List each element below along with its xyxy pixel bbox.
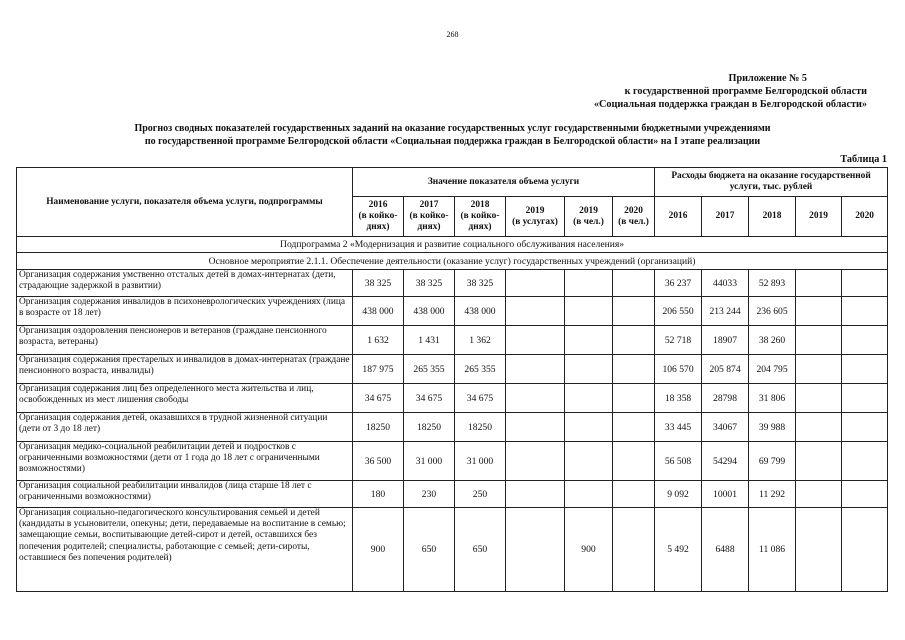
volume-value-cell: 38 325 — [455, 270, 506, 297]
budget-value-cell: 69 799 — [749, 442, 796, 481]
header-budget-group: Расходы бюджета на оказание государственной услуги, тыс. рублей — [655, 168, 888, 197]
table-row — [17, 270, 888, 297]
volume-value-cell: 18250 — [353, 413, 404, 442]
header-volume-col: 2018 (в койко-днях) — [455, 197, 506, 237]
budget-value-cell: 18907 — [702, 326, 749, 355]
header-budget-col: 2019 — [796, 197, 842, 237]
volume-value-cell: 187 975 — [353, 355, 404, 384]
budget-value-cell — [842, 270, 888, 297]
budget-value-cell: 236 605 — [749, 297, 796, 326]
volume-value-cell: 650 — [404, 508, 455, 592]
volume-value-cell: 438 000 — [404, 297, 455, 326]
title-line-2: по государственной программе Белгородской области «Социальная поддержка граждан в Белгородской области» на I этапе реализации — [144, 136, 761, 147]
volume-value-cell — [613, 442, 655, 481]
budget-value-cell — [842, 442, 888, 481]
header-name-col: Наименование услуги, показателя объема услуги, подпрограммы — [17, 168, 353, 237]
budget-value-cell: 36 237 — [655, 270, 702, 297]
volume-value-cell: 31 000 — [404, 442, 455, 481]
volume-value-cell: 230 — [404, 481, 455, 508]
budget-value-cell — [796, 355, 842, 384]
budget-value-cell: 11 292 — [749, 481, 796, 508]
volume-value-cell — [613, 297, 655, 326]
volume-value-cell — [565, 384, 613, 413]
volume-value-cell: 1 632 — [353, 326, 404, 355]
service-name-cell: Организация социально-педагогического консультирования семьей и детей (кандидаты в усыновители, опекуны; дети, передаваемые на воспитание в семью; замещающие семьи, воспитывающие детей-сирот и детей, оставшихся без попечения родителей; специалисты, работающие с семьей; дети-сироты, оставшиеся без попечения родителей) — [17, 508, 353, 592]
budget-value-cell — [842, 297, 888, 326]
budget-value-cell: 213 244 — [702, 297, 749, 326]
budget-value-cell — [796, 270, 842, 297]
volume-value-cell — [565, 326, 613, 355]
table-row — [17, 481, 888, 508]
header-volume-group: Значение показателя объема услуги — [353, 168, 655, 197]
volume-value-cell — [506, 297, 565, 326]
budget-value-cell — [842, 481, 888, 508]
table-row — [17, 326, 888, 355]
budget-value-cell — [796, 442, 842, 481]
volume-value-cell: 265 355 — [455, 355, 506, 384]
volume-value-cell — [613, 508, 655, 592]
table-row — [17, 508, 888, 592]
budget-value-cell — [796, 384, 842, 413]
budget-value-cell — [842, 508, 888, 592]
volume-value-cell — [565, 442, 613, 481]
volume-value-cell: 265 355 — [404, 355, 455, 384]
volume-value-cell: 650 — [455, 508, 506, 592]
volume-value-cell: 1 362 — [455, 326, 506, 355]
budget-value-cell — [842, 326, 888, 355]
volume-value-cell — [613, 384, 655, 413]
budget-value-cell: 18 358 — [655, 384, 702, 413]
volume-value-cell — [613, 326, 655, 355]
volume-value-cell — [506, 355, 565, 384]
appendix-program-name: «Социальная поддержка граждан в Белгородской области» — [593, 99, 867, 110]
volume-value-cell: 31 000 — [455, 442, 506, 481]
header-budget-col: 2018 — [749, 197, 796, 237]
volume-value-cell: 38 325 — [404, 270, 455, 297]
volume-value-cell — [565, 355, 613, 384]
volume-value-cell: 438 000 — [353, 297, 404, 326]
document-title — [0, 122, 905, 148]
volume-value-cell — [613, 413, 655, 442]
volume-value-cell: 34 675 — [455, 384, 506, 413]
budget-value-cell — [842, 355, 888, 384]
budget-value-cell — [796, 326, 842, 355]
volume-value-cell — [565, 297, 613, 326]
budget-value-cell: 206 550 — [655, 297, 702, 326]
subprogram-row: Подпрограмма 2 «Модернизация и развитие социального обслуживания населения» — [17, 237, 888, 253]
header-volume-col: 2016 (в койко-днях) — [353, 197, 404, 237]
budget-value-cell: 10001 — [702, 481, 749, 508]
budget-value-cell: 11 086 — [749, 508, 796, 592]
header-budget-col: 2017 — [702, 197, 749, 237]
volume-value-cell — [565, 481, 613, 508]
volume-value-cell — [565, 413, 613, 442]
header-volume-col: 2020 (в чел.) — [613, 197, 655, 237]
header-budget-col: 2016 — [655, 197, 702, 237]
volume-value-cell — [506, 384, 565, 413]
header-volume-col: 2019 (в услугах) — [506, 197, 565, 237]
budget-value-cell — [796, 508, 842, 592]
volume-value-cell: 38 325 — [353, 270, 404, 297]
volume-value-cell — [613, 355, 655, 384]
budget-value-cell — [842, 384, 888, 413]
budget-value-cell: 34067 — [702, 413, 749, 442]
budget-value-cell: 33 445 — [655, 413, 702, 442]
service-name-cell: Организация содержания умственно отсталых детей в домах-интернатах (дети, страдающие задержкой в развитии) — [17, 270, 353, 297]
volume-value-cell: 250 — [455, 481, 506, 508]
table-row — [17, 355, 888, 384]
volume-value-cell: 1 431 — [404, 326, 455, 355]
appendix-block — [594, 72, 867, 111]
volume-value-cell: 18250 — [404, 413, 455, 442]
budget-value-cell: 9 092 — [655, 481, 702, 508]
service-name-cell: Организация медико-социальной реабилитации детей и подростков с ограниченными возможностями (дети от 1 года до 18 лет с ограниченными возможностями) — [17, 442, 353, 481]
table-label: Таблица 1 — [840, 154, 887, 165]
volume-value-cell: 34 675 — [353, 384, 404, 413]
volume-value-cell — [506, 481, 565, 508]
budget-value-cell: 54294 — [702, 442, 749, 481]
header-budget-col: 2020 — [842, 197, 888, 237]
service-name-cell: Организация оздоровления пенсионеров и ветеранов (граждане пенсионного возраста, ветераны) — [17, 326, 353, 355]
volume-value-cell — [506, 270, 565, 297]
service-name-cell: Организация содержания престарелых и инвалидов в домах-интернатах (граждане пенсионного возраста, инвалиды) — [17, 355, 353, 384]
budget-value-cell — [796, 413, 842, 442]
budget-value-cell: 6488 — [702, 508, 749, 592]
budget-value-cell: 205 874 — [702, 355, 749, 384]
service-name-cell: Организация содержания детей, оказавшихся в трудной жизненной ситуации (дети от 3 до 18 лет) — [17, 413, 353, 442]
volume-value-cell — [613, 481, 655, 508]
budget-value-cell: 38 260 — [749, 326, 796, 355]
volume-value-cell — [506, 508, 565, 592]
service-name-cell: Организация содержания инвалидов в психоневрологических учреждениях (лица в возрасте от 18 лет) — [17, 297, 353, 326]
budget-value-cell: 52 893 — [749, 270, 796, 297]
volume-value-cell — [506, 413, 565, 442]
volume-value-cell: 36 500 — [353, 442, 404, 481]
budget-value-cell — [796, 481, 842, 508]
budget-value-cell: 31 806 — [749, 384, 796, 413]
volume-value-cell: 438 000 — [455, 297, 506, 326]
volume-value-cell: 180 — [353, 481, 404, 508]
volume-value-cell — [506, 326, 565, 355]
volume-value-cell — [565, 270, 613, 297]
volume-value-cell — [506, 442, 565, 481]
budget-value-cell: 106 570 — [655, 355, 702, 384]
service-name-cell: Организация социальной реабилитации инвалидов (лица старше 18 лет с ограниченными возможностями) — [17, 481, 353, 508]
volume-value-cell: 900 — [565, 508, 613, 592]
forecast-table — [16, 167, 888, 592]
title-line-1: Прогноз сводных показателей государственных заданий на оказание государственных услуг государственными бюджетными учреждениями — [134, 123, 771, 134]
appendix-reference: к государственной программе Белгородской области — [624, 86, 867, 97]
budget-value-cell: 5 492 — [655, 508, 702, 592]
appendix-number: Приложение № 5 — [728, 73, 807, 84]
budget-value-cell: 204 795 — [749, 355, 796, 384]
service-name-cell: Организация содержания лиц без определенного места жительства и лиц, освобожденных из мест лишения свободы — [17, 384, 353, 413]
volume-value-cell: 34 675 — [404, 384, 455, 413]
header-volume-col: 2019 (в чел.) — [565, 197, 613, 237]
page-number: 268 — [446, 30, 459, 39]
header-volume-col: 2017 (в койко-днях) — [404, 197, 455, 237]
budget-value-cell: 56 508 — [655, 442, 702, 481]
budget-value-cell — [842, 413, 888, 442]
budget-value-cell: 44033 — [702, 270, 749, 297]
table-row — [17, 384, 888, 413]
measure-row: Основное мероприятие 2.1.1. Обеспечение деятельности (оказание услуг) государственных учреждений (организаций) — [17, 253, 888, 270]
budget-value-cell: 39 988 — [749, 413, 796, 442]
volume-value-cell — [613, 270, 655, 297]
budget-value-cell — [796, 297, 842, 326]
volume-value-cell: 900 — [353, 508, 404, 592]
table-row — [17, 442, 888, 481]
table-row — [17, 413, 888, 442]
table-row — [17, 297, 888, 326]
budget-value-cell: 52 718 — [655, 326, 702, 355]
budget-value-cell: 28798 — [702, 384, 749, 413]
volume-value-cell: 18250 — [455, 413, 506, 442]
